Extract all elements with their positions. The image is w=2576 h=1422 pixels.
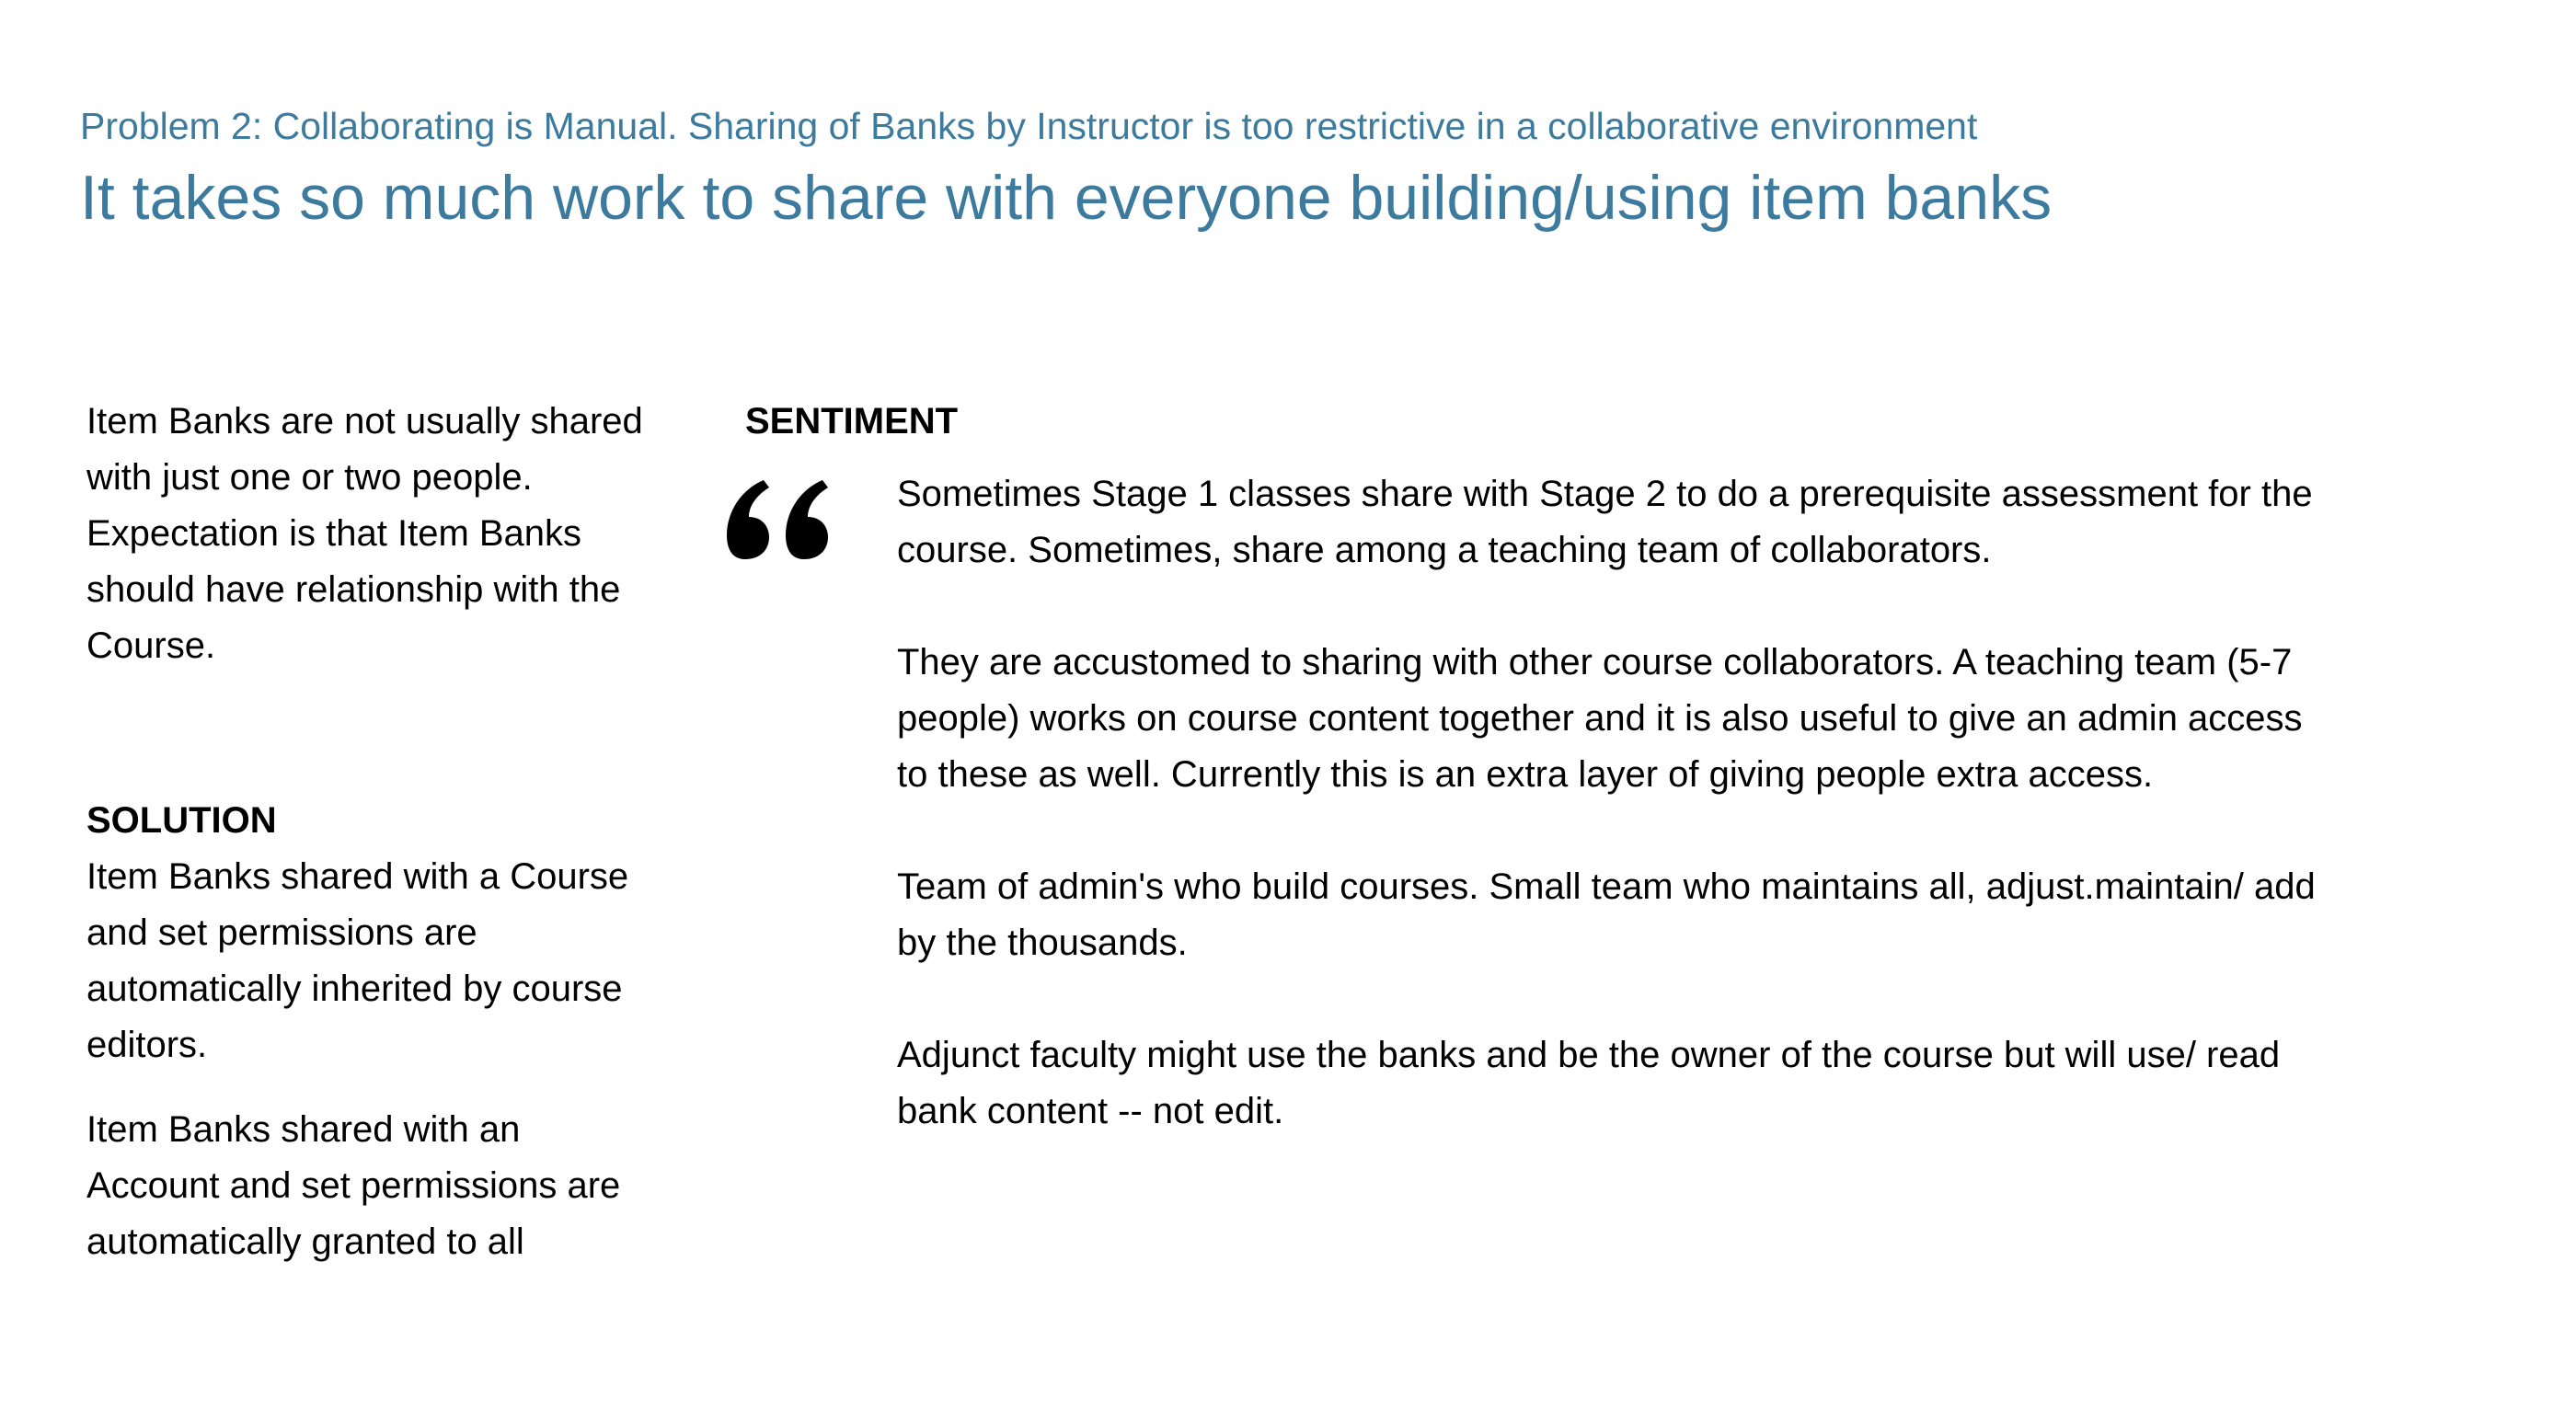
slide-title: It takes so much work to share with everyone building/using item banks [80, 163, 2053, 233]
solution-text-course: Item Banks shared with a Course and set permissions are automatically inherited by course editors. [86, 856, 629, 1065]
slide-subtitle: Problem 2: Collaborating is Manual. Sharing of Banks by Instructor is too restrictive in a collaborative environment [80, 105, 1978, 147]
quote-icon [727, 478, 837, 561]
solution-heading: SOLUTION [86, 800, 277, 841]
sentiment-paragraph: Sometimes Stage 1 classes share with Stage 2 to do a prerequisite assessment for the course. Sometimes, share among a teaching team of collaborators. [897, 474, 2313, 570]
sentiment-paragraph: They are accustomed to sharing with other course collaborators. A teaching team (5-7 people) works on course content together and it is also useful to give an admin access to these as well. Currently this is an extra layer of giving people extra access. [897, 642, 2303, 795]
left-column-intro [86, 394, 657, 674]
solution-text-account: Item Banks shared with an Account and set permissions are automatically granted to all [86, 1109, 621, 1262]
sentiment-paragraph: Team of admin's who build courses. Small team who maintains all, adjust.maintain/ add by the thousands. [897, 866, 2316, 963]
intro-text: Item Banks are not usually shared with just one or two people. Expectation is that Item Banks should have relationship with the Course. [86, 401, 643, 666]
sentiment-quotes [897, 466, 2332, 1196]
sentiment-heading: SENTIMENT [745, 401, 959, 442]
sentiment-paragraph: Adjunct faculty might use the banks and be the owner of the course but will use/ read bank content -- not edit. [897, 1035, 2281, 1131]
